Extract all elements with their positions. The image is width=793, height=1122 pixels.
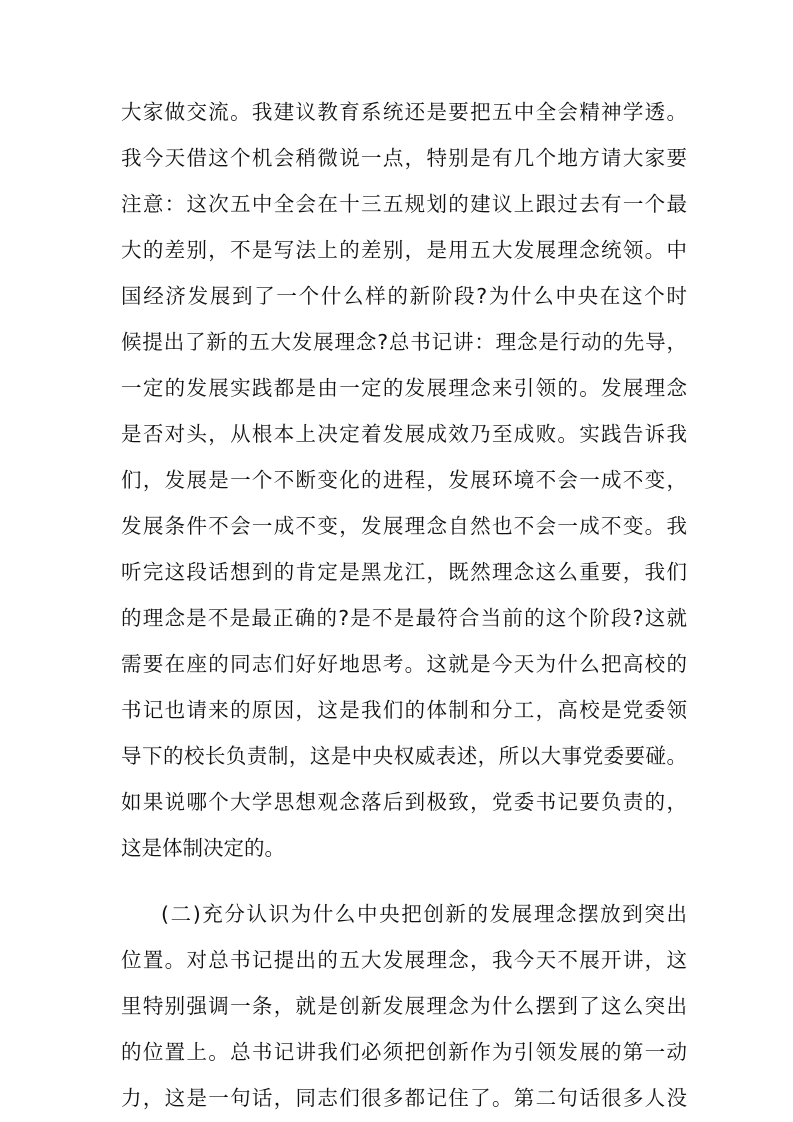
text-line: (二)充分认识为什么中央把创新的发展理念摆放到突出 bbox=[161, 902, 687, 926]
text-line: 导下的校长负责制，这是中央权威表述，所以大事党委要碰。 bbox=[121, 744, 687, 768]
text-line: 发展条件不会一成不变，发展理念自然也不会一成不变。我 bbox=[121, 514, 687, 538]
text-line: 力，这是一句话，同志们很多都记住了。第二句话很多人没 bbox=[121, 1086, 687, 1110]
text-line: 的位置上。总书记讲我们必须把创新作为引领发展的第一动 bbox=[121, 1040, 687, 1064]
text-line: 位置。对总书记提出的五大发展理念，我今天不展开讲，这 bbox=[121, 948, 687, 972]
text-line: 如果说哪个大学思想观念落后到极致，党委书记要负责的， bbox=[121, 790, 687, 814]
text-line: 这是体制决定的。 bbox=[121, 836, 285, 860]
text-line: 大家做交流。我建议教育系统还是要把五中全会精神学透。 bbox=[121, 100, 687, 124]
text-line: 注意：这次五中全会在十三五规划的建议上跟过去有一个最 bbox=[121, 192, 687, 216]
text-line: 大的差别，不是写法上的差别，是用五大发展理念统领。中 bbox=[121, 238, 687, 262]
text-line: 们，发展是一个不断变化的进程，发展环境不会一成不变， bbox=[121, 468, 687, 492]
text-line: 候提出了新的五大发展理念?总书记讲：理念是行动的先导， bbox=[121, 330, 687, 354]
text-line: 书记也请来的原因，这是我们的体制和分工，高校是党委领 bbox=[121, 698, 687, 722]
text-line: 我今天借这个机会稍微说一点，特别是有几个地方请大家要 bbox=[121, 146, 687, 170]
text-line: 一定的发展实践都是由一定的发展理念来引领的。发展理念 bbox=[121, 376, 687, 400]
text-line: 听完这段话想到的肯定是黑龙江，既然理念这么重要，我们 bbox=[121, 560, 687, 584]
text-line: 里特别强调一条，就是创新发展理念为什么摆到了这么突出 bbox=[121, 994, 687, 1018]
text-line: 国经济发展到了一个什么样的新阶段?为什么中央在这个时 bbox=[121, 284, 687, 308]
text-line: 需要在座的同志们好好地思考。这就是今天为什么把高校的 bbox=[121, 652, 687, 676]
text-line: 的理念是不是最正确的?是不是最符合当前的这个阶段?这就 bbox=[121, 606, 687, 630]
text-line: 是否对头，从根本上决定着发展成效乃至成败。实践告诉我 bbox=[121, 422, 687, 446]
